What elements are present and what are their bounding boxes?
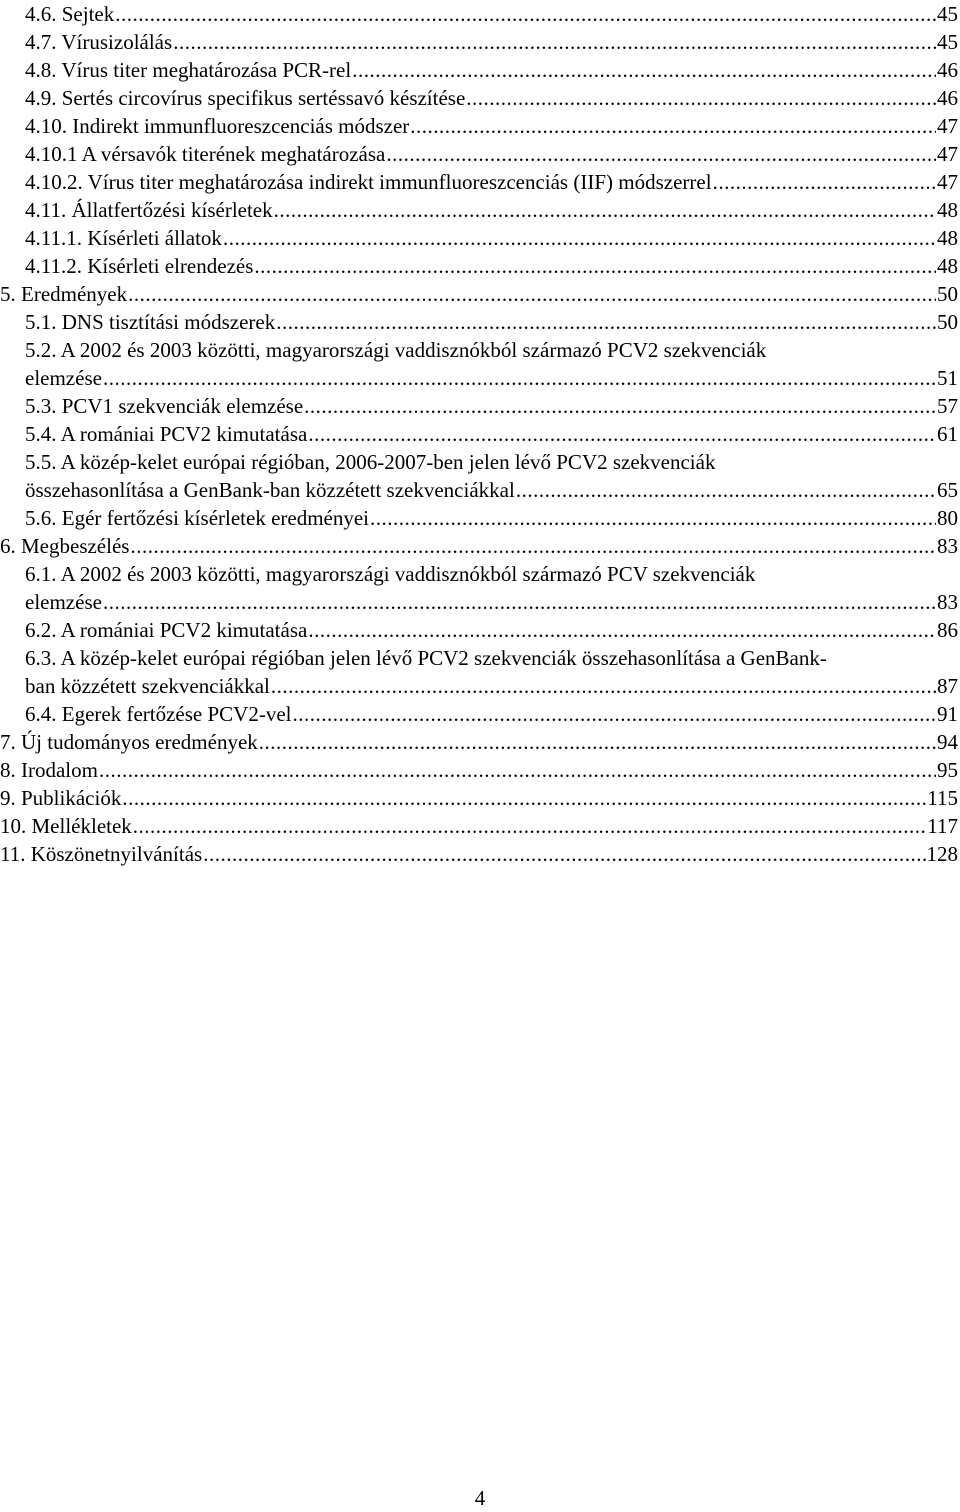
- dot-leader: [203, 840, 925, 868]
- dot-leader: [133, 812, 926, 840]
- toc-entry-first-line: 5.5. A közép-kelet európai régióban, 2006-2007-ben jelen lévő PCV2 szekvenciák: [25, 450, 716, 474]
- toc-entry[interactable]: [0, 840, 958, 868]
- toc-entry-page: 47: [937, 142, 958, 166]
- dot-leader: [516, 476, 936, 504]
- dot-leader: [103, 364, 936, 392]
- dot-leader: [271, 672, 936, 700]
- toc-entry[interactable]: [0, 56, 958, 84]
- toc-entry[interactable]: [0, 784, 958, 812]
- toc-entry[interactable]: [0, 28, 958, 56]
- toc-entry-label: 5.1. DNS tisztítási módszerek: [25, 310, 276, 334]
- toc-entry-label: 6.2. A romániai PCV2 kimutatása: [25, 618, 308, 642]
- toc-entry[interactable]: [0, 560, 958, 616]
- toc-entry-label: 7. Új tudományos eredmények: [0, 730, 258, 754]
- toc-entry-page: 48: [937, 198, 958, 222]
- toc-entry[interactable]: [0, 0, 958, 28]
- toc-entry-first-line: 5.2. A 2002 és 2003 közötti, magyarországi vaddisznókból származó PCV2 szekvenciák: [25, 338, 767, 362]
- toc-entry-page: 87: [937, 674, 958, 698]
- toc-entry-label: 6. Megbeszélés: [0, 534, 130, 558]
- toc-entry-page: 86: [937, 618, 958, 642]
- toc-entry-page: 61: [937, 422, 958, 446]
- dot-leader: [308, 420, 936, 448]
- toc-entry-page: 128: [926, 842, 958, 866]
- toc-entry-label: 5.3. PCV1 szekvenciák elemzése: [25, 394, 304, 418]
- toc-entry[interactable]: [0, 168, 958, 196]
- toc-entry-page: 51: [937, 366, 958, 390]
- toc-entry[interactable]: [0, 420, 958, 448]
- page-number: 4: [474, 1486, 486, 1510]
- dot-leader: [274, 196, 936, 224]
- toc-entry-label: 4.10.1 A vérsavók titerének meghatározása: [25, 142, 386, 166]
- toc-entry-page: 50: [937, 282, 958, 306]
- toc-entry-page: 45: [937, 2, 958, 26]
- dot-leader: [304, 392, 936, 420]
- toc-entry[interactable]: [0, 196, 958, 224]
- dot-leader: [122, 784, 926, 812]
- toc-entry-label: 10. Mellékletek: [0, 814, 132, 838]
- toc-entry-label: 9. Publikációk: [0, 786, 122, 810]
- toc-entry-label: 4.11. Állatfertőzési kísérletek: [25, 198, 273, 222]
- toc-entry[interactable]: [0, 700, 958, 728]
- dot-leader: [254, 252, 936, 280]
- dot-leader: [223, 224, 936, 252]
- toc-entry-label: ban közzétett szekvenciákkal: [25, 674, 270, 698]
- toc-entry-label: 5.6. Egér fertőzési kísérletek eredményei: [25, 506, 370, 530]
- dot-leader: [466, 84, 936, 112]
- toc-entry-label: összehasonlítása a GenBank-ban közzétett szekvenciákkal: [25, 478, 515, 502]
- toc-entry-page: 47: [937, 114, 958, 138]
- toc-entry-label: 4.6. Sejtek: [25, 2, 115, 26]
- toc-entry-page: 95: [937, 758, 958, 782]
- dot-leader: [352, 56, 936, 84]
- dot-leader: [386, 140, 936, 168]
- dot-leader: [713, 168, 936, 196]
- toc-entry-page: 57: [937, 394, 958, 418]
- toc-entry-page: 46: [937, 58, 958, 82]
- toc-entry[interactable]: [0, 392, 958, 420]
- toc-entry[interactable]: [0, 252, 958, 280]
- dot-leader: [128, 280, 936, 308]
- dot-leader: [410, 112, 936, 140]
- dot-leader: [370, 504, 936, 532]
- toc-entry-label: 4.11.2. Kísérleti elrendezés: [25, 254, 254, 278]
- toc-entry-page: 91: [937, 702, 958, 726]
- toc-entry[interactable]: [0, 756, 958, 784]
- toc-entry-page: 94: [937, 730, 958, 754]
- toc-entry-label: 8. Irodalom: [0, 758, 98, 782]
- toc-entry[interactable]: [0, 728, 958, 756]
- toc-entry-label: 4.7. Vírusizolálás: [25, 30, 173, 54]
- toc-entry-label: 4.10. Indirekt immunfluoreszcenciás módszer: [25, 114, 410, 138]
- toc-entry-page: 45: [937, 30, 958, 54]
- toc-entry-page: 48: [937, 254, 958, 278]
- dot-leader: [276, 308, 936, 336]
- dot-leader: [115, 0, 936, 28]
- toc-entry-label: 5. Eredmények: [0, 282, 128, 306]
- toc-entry-first-line: 6.1. A 2002 és 2003 közötti, magyarországi vaddisznókból származó PCV szekvenciák: [25, 562, 756, 586]
- toc-entry[interactable]: [0, 644, 958, 700]
- toc-entry[interactable]: [0, 224, 958, 252]
- toc-entry-label: elemzése: [25, 590, 102, 614]
- toc-entry-label: 4.10.2. Vírus titer meghatározása indirekt immunfluoreszcenciás (IIF) módszerrel: [25, 170, 712, 194]
- toc-entry-label: 4.9. Sertés circovírus specifikus sertéssavó készítése: [25, 86, 466, 110]
- toc-entry[interactable]: [0, 504, 958, 532]
- toc-entry[interactable]: [0, 812, 958, 840]
- toc-entry[interactable]: [0, 140, 958, 168]
- dot-leader: [130, 532, 936, 560]
- dot-leader: [173, 28, 936, 56]
- toc-entry-page: 117: [927, 814, 958, 838]
- toc-entry[interactable]: [0, 308, 958, 336]
- dot-leader: [103, 588, 936, 616]
- toc-entry-page: 48: [937, 226, 958, 250]
- toc-entry-label: elemzése: [25, 366, 102, 390]
- toc-entry[interactable]: [0, 616, 958, 644]
- dot-leader: [99, 756, 936, 784]
- toc-entry-page: 65: [937, 478, 958, 502]
- toc-entry[interactable]: [0, 448, 958, 504]
- toc-entry-page: 83: [937, 590, 958, 614]
- toc-entry[interactable]: [0, 112, 958, 140]
- dot-leader: [259, 728, 936, 756]
- toc-entry-label: 4.11.1. Kísérleti állatok: [25, 226, 222, 250]
- dot-leader: [308, 616, 936, 644]
- toc-entry-first-line: 6.3. A közép-kelet európai régióban jelen lévő PCV2 szekvenciák összehasonlítása a GenBank-: [25, 646, 827, 670]
- toc-entry-label: 6.4. Egerek fertőzése PCV2-vel: [25, 702, 292, 726]
- toc-entry-page: 50: [937, 310, 958, 334]
- toc-entry[interactable]: [0, 84, 958, 112]
- dot-leader: [293, 700, 937, 728]
- toc-entry-page: 80: [937, 506, 958, 530]
- toc-entry-page: 46: [937, 86, 958, 110]
- toc-entry-page: 47: [937, 170, 958, 194]
- toc-entry-label: 4.8. Vírus titer meghatározása PCR-rel: [25, 58, 352, 82]
- toc-entry-label: 5.4. A romániai PCV2 kimutatása: [25, 422, 308, 446]
- toc-entry-label: 11. Köszönetnyilvánítás: [0, 842, 203, 866]
- toc-entry[interactable]: [0, 280, 958, 308]
- toc-entry-page: 83: [937, 534, 958, 558]
- toc-entry[interactable]: [0, 336, 958, 392]
- toc-entry-page: 115: [927, 786, 958, 810]
- toc-entry[interactable]: [0, 532, 958, 560]
